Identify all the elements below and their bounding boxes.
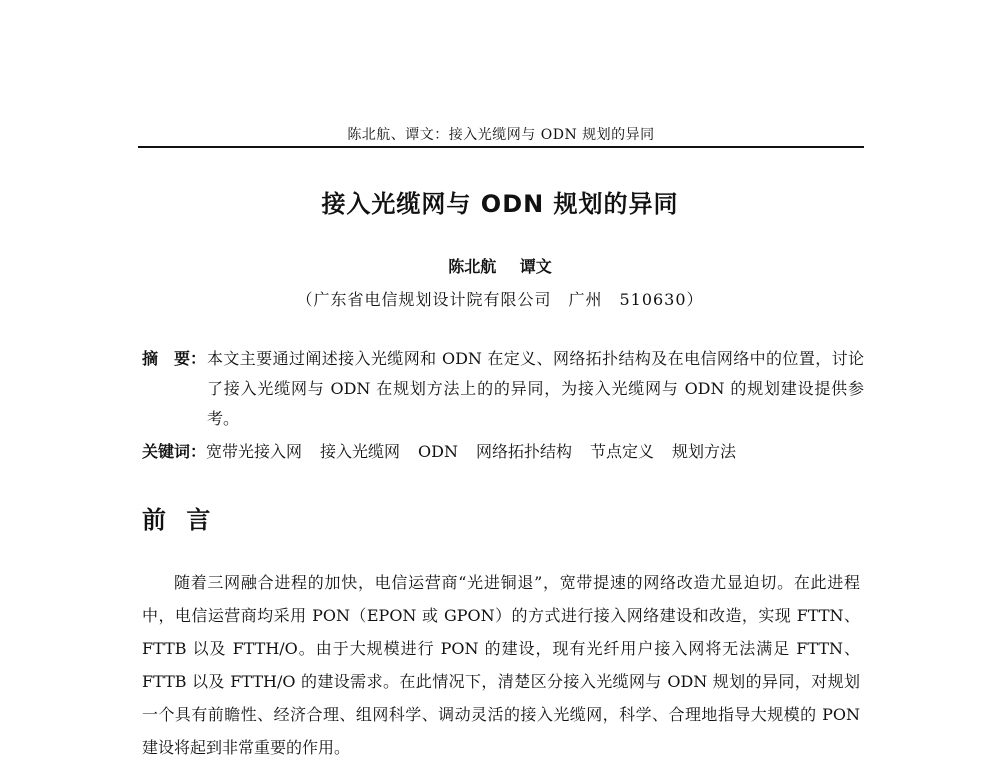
body-paragraph: 随着三网融合进程的加快，电信运营商“光进铜退”，宽带提速的网络改造尤显迫切。在此进程中，电信运营商均采用 PON（EPON 或 GPON）的方式进行接入网络建设和改造，实现 FTTN、FTTB 以及 FTTH/O。由于大规模进行 PON 的建设，现有光纤用户接入网将无法满足 FTTN、FTTB 以及 FTTH/O 的建设需求。在此情况下，清楚区分接入光缆网与 ODN 规划的异同，对规划一个具有前瞻性、经济合理、组网科学、调动灵活的接入光缆网，科学、合理地指导大规模的 PON 建设将起到非常重要的作用。 — [142, 573, 860, 757]
affiliation: （广东省电信规划设计院有限公司 广州 510630） — [296, 290, 704, 309]
keyword: 网络拓扑结构 — [476, 442, 573, 461]
running-header: 陈北航、谭文：接入光缆网与 ODN 规划的异同 — [347, 127, 655, 143]
keyword: 宽带光接入网 — [206, 442, 303, 461]
author-name: 陈北航 — [448, 257, 497, 276]
keywords — [142, 437, 864, 467]
section-heading: 前 言 — [142, 506, 217, 534]
author-name: 谭文 — [519, 257, 552, 276]
keywords-label: 关键词： — [142, 442, 207, 461]
header-rule — [138, 146, 864, 148]
abstract — [142, 344, 864, 434]
abstract-text: 本文主要通过阐述接入光缆网和 ODN 在定义、网络拓扑结构及在电信网络中的位置，讨论了接入光缆网与 ODN 在规划方法上的的异同，为接入光缆网与 ODN 的规划建设提供参考。 — [207, 349, 864, 428]
abstract-label: 摘 要： — [142, 349, 207, 368]
paper-title: 接入光缆网与 ODN 规划的异同 — [321, 190, 679, 218]
keyword: ODN — [418, 442, 458, 461]
keyword: 节点定义 — [590, 442, 655, 461]
keyword: 规划方法 — [672, 442, 737, 461]
author-list — [0, 254, 1000, 277]
keyword: 接入光缆网 — [320, 442, 401, 461]
